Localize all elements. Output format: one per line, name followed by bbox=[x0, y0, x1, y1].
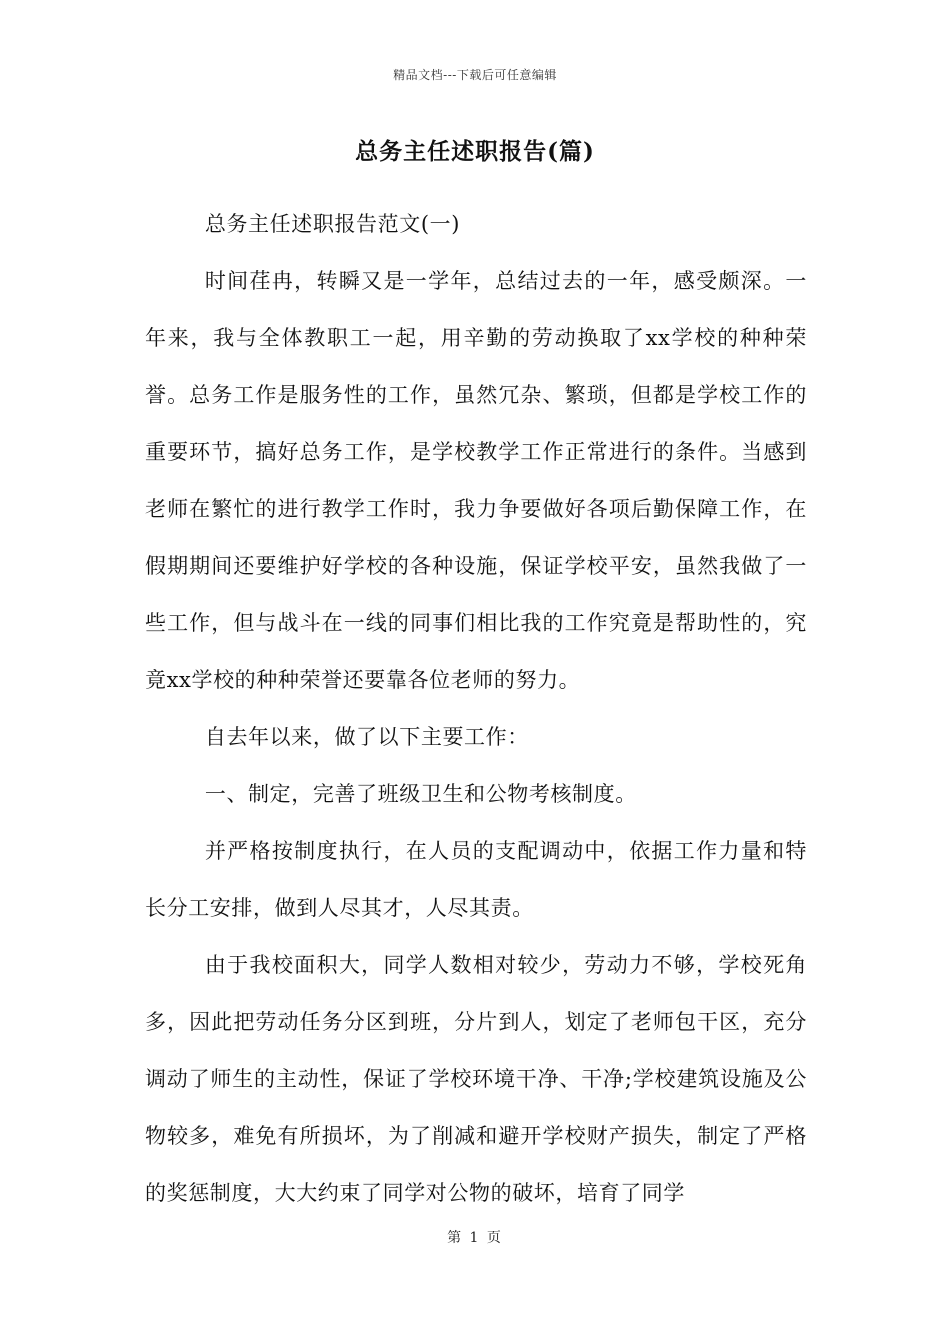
page-number: 第 1 页 bbox=[447, 1230, 503, 1246]
paragraph: 自去年以来，做了以下主要工作： bbox=[204, 725, 529, 749]
paragraph: 并严格按制度执行，在人员的支配调动中，依据工作力量和特长分工安排，做到人尽其才，人尽其责。 bbox=[145, 839, 807, 920]
paragraph: 由于我校面积大，同学人数相对较少，劳动力不够，学校死角多，因此把劳动任务分区到班，分片到人，划定了老师包干区，充分调动了师生的主动性，保证了学校环境干净、干净;学校建筑设施及公物较多，难免有所损坏，为了削减和避开学校财产损失，制定了严格的奖惩制度，大大约束了同学对公物的破坏，培育了同学 bbox=[145, 953, 807, 1205]
paragraph: 总务主任述职报告范文(一) bbox=[204, 212, 461, 236]
document-title: 总务主任述职报告(篇) bbox=[355, 138, 595, 165]
paragraph: 一、制定，完善了班级卫生和公物考核制度。 bbox=[204, 782, 637, 806]
header-note: 精品文档---下载后可任意编辑 bbox=[393, 68, 557, 82]
paragraph: 时间荏冉，转瞬又是一学年，总结过去的一年，感受颇深。一年来，我与全体教职工一起，用辛勤的劳动换取了xx学校的种种荣誉。总务工作是服务性的工作，虽然冗杂、繁琐，但都是学校工作的重要环节，搞好总务工作，是学校教学工作正常进行的条件。当感到老师在繁忙的进行教学工作时，我力争要做好各项后勤保障工作，在假期期间还要维护好学校的各种设施，保证学校平安，虽然我做了一些工作，但与战斗在一线的同事们相比我的工作究竟是帮助性的，究竟xx学校的种种荣誉还要靠各位老师的努力。 bbox=[145, 269, 807, 692]
document-body bbox=[145, 196, 807, 1222]
